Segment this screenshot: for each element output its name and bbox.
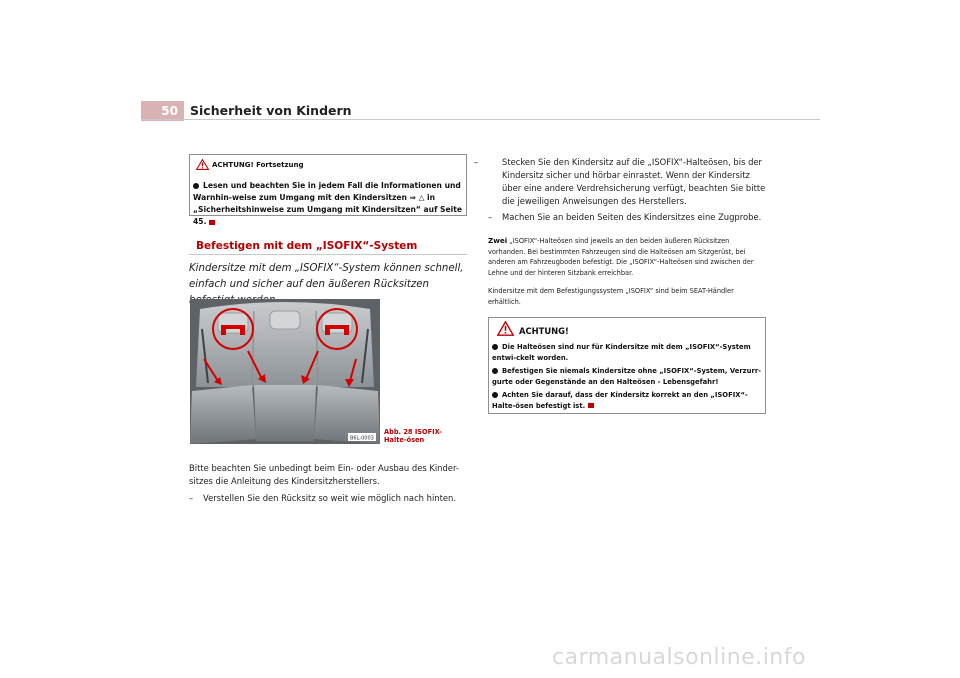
- step-item: – Machen Sie an beiden Seiten des Kindersitzes eine Zugprobe.: [488, 212, 762, 222]
- bullet-icon: [193, 183, 199, 189]
- paragraph-text: „ISOFIX“-Halteösen sind jeweils an den beiden äußeren Rücksitzen vorhanden. Bei bestimmten Fahrzeugen sind die Halteösen am Sitzgerüst, bei anderen am Fahrzeugboden befestigt. Die „ISOFIX“-Halteösen sind zwischen der Lehne und der hinteren Sitzbank erreichbar.: [488, 237, 754, 277]
- isofix-info-paragraph: [488, 236, 766, 278]
- warning-triangle-icon: [497, 321, 514, 336]
- dealer-paragraph: Kindersitze mit dem Befestigungssystem „ISOFIX“ sind beim SEAT-Händler erhältlich.: [488, 287, 734, 306]
- step-text: Stecken Sie den Kindersitz auf die „ISOFIX“-Halteösen, bis der Kindersitz sicher und hörbar einrastet. Wenn der Kindersitz über eine andere Verdrehsicherung verfügt, beachten Sie bitte die jeweiligen Anweisungen des Herstellers.: [502, 157, 766, 206]
- warning-box: [488, 317, 766, 414]
- section-lead: Kindersitze mit dem „ISOFIX“-System können schnell, einfach und sicher auf den äußeren Rücksitzen: [189, 263, 464, 290]
- figure-code: B6L-0003: [350, 435, 374, 442]
- intro-paragraph: Bitte beachten Sie unbedingt beim Ein- oder Ausbau des Kinder-sitzes die Anleitung des Kindersitzherstellers.: [189, 463, 459, 486]
- bullet-icon: [492, 392, 498, 398]
- section-heading: Befestigen mit dem „ISOFIX“-System: [196, 240, 418, 252]
- watermark: carmanualsonline.info: [552, 645, 806, 670]
- step-text: Verstellen Sie den Rücksitz so weit wie möglich nach hinten.: [203, 493, 456, 503]
- warning-continued-box: [189, 154, 467, 226]
- warning-continued-heading: ACHTUNG! Fortsetzung: [212, 161, 304, 169]
- warning-item: Die Halteösen sind nur für Kindersitze mit dem „ISOFIX“-System entwi-ckelt worden.: [492, 343, 751, 362]
- step-text: Machen Sie an beiden Seiten des Kindersitzes eine Zugprobe.: [502, 212, 762, 222]
- warning-item: Achten Sie darauf, dass der Kindersitz korrekt an den „ISOFIX“-Halte-ösen befestigt ist.: [492, 391, 748, 410]
- warning-continued-text: Lesen und beachten Sie in jedem Fall die Informationen und Warnhin-weise zum Umgang mit den Kindersitzen ⇒ △ in „Sicherheitshinweise zum Umgang mit Kindersitzen“ auf Seite 45.: [193, 181, 463, 226]
- figure-caption: Abb. 28 ISOFIX-Halte-ösen: [384, 428, 442, 444]
- warning-triangle-icon: [196, 159, 209, 170]
- warning-heading: ACHTUNG!: [519, 326, 569, 336]
- bullet-icon: [492, 344, 498, 350]
- step-item: – Verstellen Sie den Rücksitz so weit wie möglich nach hinten.: [189, 493, 456, 503]
- paragraph-lead-word: Zwei: [488, 236, 508, 245]
- bullet-icon: [492, 368, 498, 374]
- header-divider: [141, 119, 820, 120]
- rear-seat-illustration: [190, 299, 380, 444]
- page-title: Sicherheit von Kindern: [190, 103, 352, 118]
- isofix-figure: [190, 299, 380, 444]
- step-item: – Stecken Sie den Kindersitz auf die „ISOFIX“-Halteösen, bis der Kindersitz sicher und hörbar einrastet. Wenn der Kindersitz über eine andere Verdrehsicherung verfügt, beachten Sie bitte die jeweiligen Anweisungen des Herstellers.: [474, 157, 766, 206]
- end-of-section-icon: [209, 220, 215, 225]
- warning-item: Befestigen Sie niemals Kindersitze ohne „ISOFIX“-System, Verzurr-gurte oder Gegenstände an den Halteösen - Lebensgefahr!: [492, 367, 761, 386]
- section-divider: [189, 254, 467, 255]
- end-of-section-icon: [588, 403, 594, 408]
- page-number: 50: [141, 101, 184, 121]
